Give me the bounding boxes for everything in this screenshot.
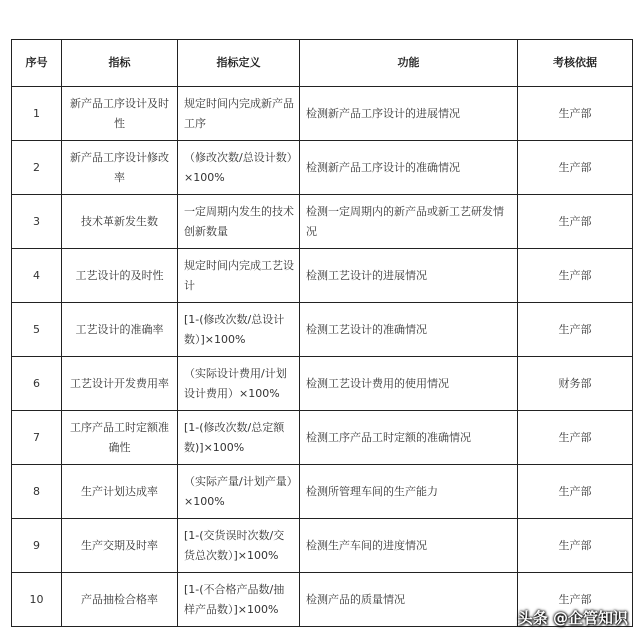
cell-indicator: 生产交期及时率 [62,519,178,573]
cell-function: 检测工艺设计的准确情况 [300,303,518,357]
table-header-row [12,40,633,87]
table-row [12,519,633,573]
cell-basis: 生产部 [518,411,633,465]
kpi-table [11,39,633,627]
cell-basis: 财务部 [518,357,633,411]
cell-basis: 生产部 [518,249,633,303]
table-row [12,357,633,411]
header-function: 功能 [300,40,518,87]
cell-definition: （修改次数/总设计数）×100% [178,141,300,195]
cell-indicator: 产品抽检合格率 [62,573,178,627]
cell-definition: 规定时间内完成工艺设计 [178,249,300,303]
cell-indicator: 工艺设计的准确率 [62,303,178,357]
cell-definition: [1-(不合格产品数/抽样产品数）]×100% [178,573,300,627]
cell-indicator: 生产计划达成率 [62,465,178,519]
cell-function: 检测工艺设计的进展情况 [300,249,518,303]
cell-function: 检测工序产品工时定额的准确情况 [300,411,518,465]
cell-seq: 7 [12,411,62,465]
header-indicator: 指标 [62,40,178,87]
cell-definition: [1-(交货误时次数/交货总次数）]×100% [178,519,300,573]
cell-definition: 规定时间内完成新产品工序 [178,87,300,141]
cell-definition: [1-(修改次数/总定额数)]×100% [178,411,300,465]
cell-basis: 生产部 [518,87,633,141]
cell-definition: （实际设计费用/计划设计费用）×100% [178,357,300,411]
cell-function: 检测生产车间的进度情况 [300,519,518,573]
cell-indicator: 技术革新发生数 [62,195,178,249]
cell-seq: 5 [12,303,62,357]
table-row [12,87,633,141]
cell-function: 检测工艺设计费用的使用情况 [300,357,518,411]
header-seq: 序号 [12,40,62,87]
cell-seq: 6 [12,357,62,411]
cell-basis: 生产部 [518,573,633,627]
cell-basis: 生产部 [518,195,633,249]
cell-indicator: 工艺设计开发费用率 [62,357,178,411]
table-row [12,411,633,465]
cell-indicator: 新产品工序设计及时性 [62,87,178,141]
table-row [12,465,633,519]
cell-function: 检测新产品工序设计的进展情况 [300,87,518,141]
cell-definition: [1-(修改次数/总设计数）]×100% [178,303,300,357]
watermark-text: 头条 @企管知识 [517,609,628,627]
cell-function: 检测所管理车间的生产能力 [300,465,518,519]
header-definition: 指标定义 [178,40,300,87]
cell-basis: 生产部 [518,519,633,573]
cell-seq: 8 [12,465,62,519]
cell-basis: 生产部 [518,141,633,195]
cell-basis: 生产部 [518,303,633,357]
cell-seq: 1 [12,87,62,141]
cell-function: 检测一定周期内的新产品或新工艺研发情况 [300,195,518,249]
table-row [12,141,633,195]
table-row [12,195,633,249]
cell-basis: 生产部 [518,465,633,519]
cell-indicator: 工序产品工时定额准确性 [62,411,178,465]
cell-seq: 4 [12,249,62,303]
header-basis: 考核依据 [518,40,633,87]
cell-indicator: 工艺设计的及时性 [62,249,178,303]
watermark [518,607,628,628]
cell-seq: 2 [12,141,62,195]
cell-indicator: 新产品工序设计修改率 [62,141,178,195]
cell-seq: 10 [12,573,62,627]
table-row [12,249,633,303]
cell-seq: 3 [12,195,62,249]
cell-function: 检测产品的质量情况 [300,573,518,627]
table-row [12,303,633,357]
cell-function: 检测新产品工序设计的准确情况 [300,141,518,195]
cell-seq: 9 [12,519,62,573]
cell-definition: 一定周期内发生的技术创新数量 [178,195,300,249]
cell-definition: （实际产量/计划产量）×100% [178,465,300,519]
